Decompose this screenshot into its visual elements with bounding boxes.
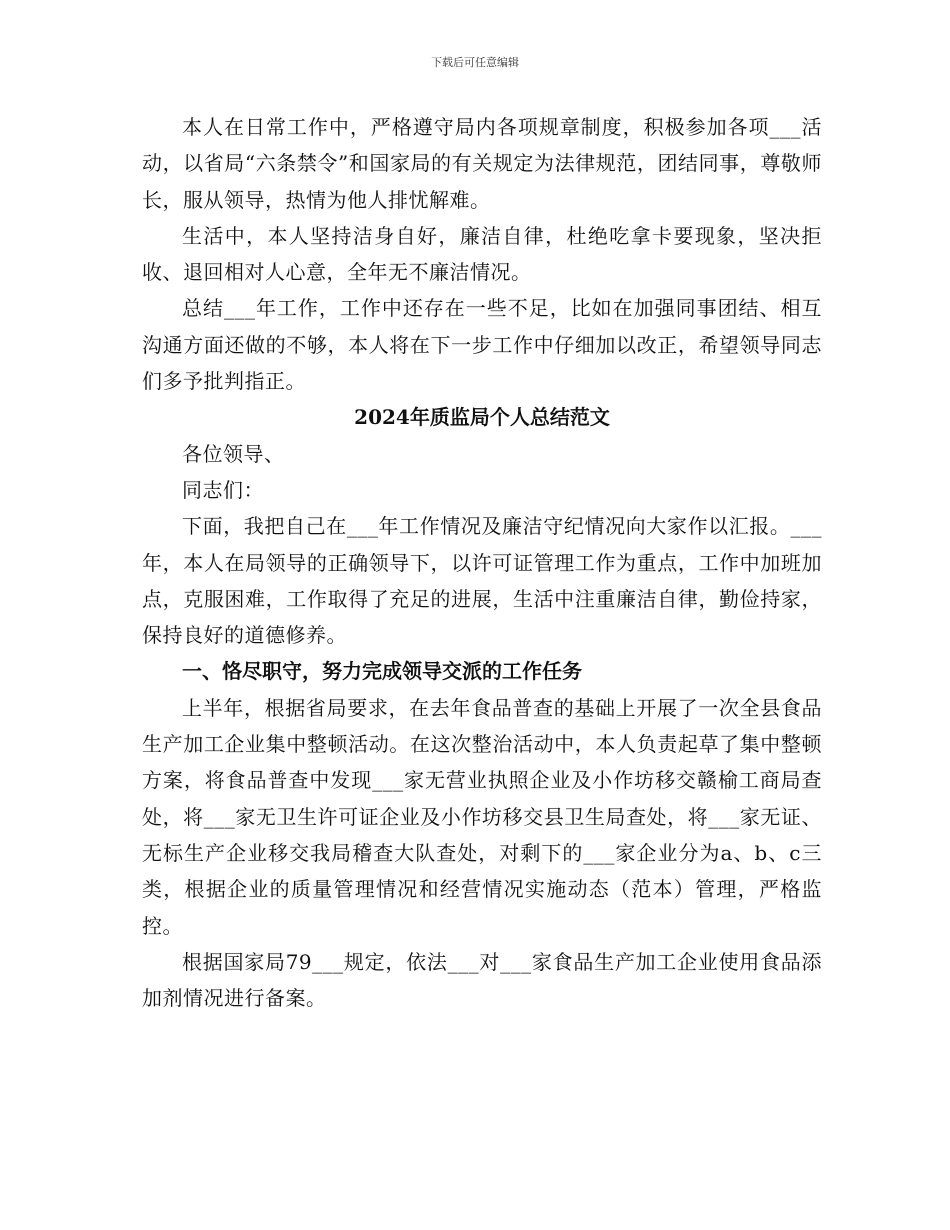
paragraph-rectification: 上半年，根据省局要求，在去年食品普查的基础上开展了一次全县食品生产加工企业集中整顿活动。在这次整治活动中，本人负责起草了集中整顿方案，将食品普查中发现___家无营业执照企业及小作坊移交赣榆工商局查处，将___家无卫生许可证企业及小作坊移交县卫生局查处，将___家无证、无标生产企业移交我局稽查大队查处，对剩下的___家企业分为a、b、c三类，根据企业的质量管理情况和经营情况实施动态（范本）管理，严格监控。 bbox=[142, 695, 822, 938]
paragraph-summary-shortcomings: 总结___年工作，工作中还存在一些不足，比如在加强同事团结、相互沟通方面还做的不够，本人将在下一步工作中仔细加以改正，希望领导同志们多予批判指正。 bbox=[142, 296, 822, 394]
page-header: 下载后可任意编辑 bbox=[431, 56, 519, 69]
section-title: 2024年质监局个人总结范文 bbox=[354, 405, 610, 430]
heading-duty: 一、恪尽职守，努力完成领导交派的工作任务 bbox=[182, 659, 582, 684]
paragraph-additive-filing: 根据国家局79___规定，依法___对___家食品生产加工企业使用食品添加剂情况进行备案。 bbox=[142, 949, 822, 1011]
paragraph-work-discipline: 本人在日常工作中，严格遵守局内各项规章制度，积极参加各项___活动，以省局“六条禁令”和国家局的有关规定为法律规范，团结同事，尊敬师长，服从领导，热情为他人排忧解难。 bbox=[142, 115, 822, 212]
paragraph-life-integrity: 生活中，本人坚持洁身自好，廉洁自律，杜绝吃拿卡要现象，坚决拒收、退回相对人心意，全年无不廉洁情况。 bbox=[142, 223, 822, 285]
document-body bbox=[142, 109, 822, 1016]
paragraph-report-intro: 下面，我把自己在___年工作情况及廉洁守纪情况向大家作以汇报。___年，本人在局领导的正确领导下，以许可证管理工作为重点，工作中加班加点，克服困难，工作取得了充足的进展，生活中注重廉洁自律，勤俭持家，保持良好的道德修养。 bbox=[142, 514, 822, 648]
greeting-leaders: 各位领导、 bbox=[182, 441, 285, 466]
greeting-comrades: 同志们： bbox=[182, 477, 264, 502]
